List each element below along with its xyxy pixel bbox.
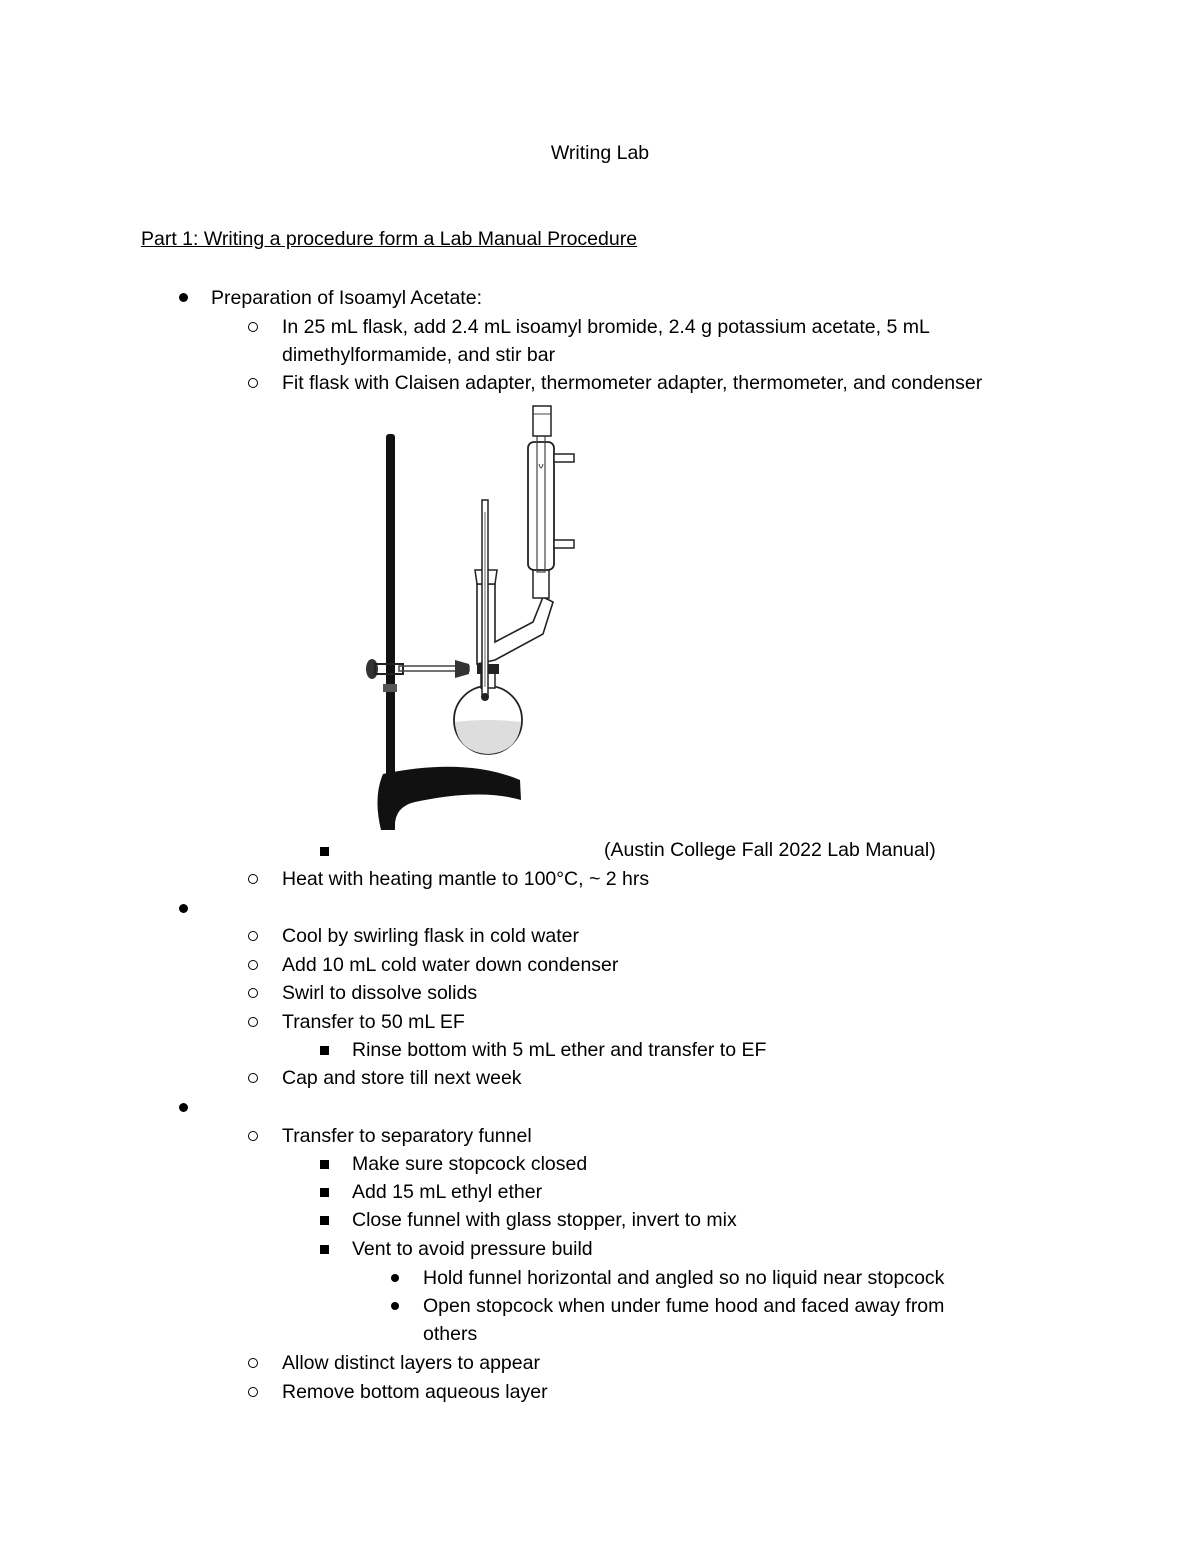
circle-bullet	[248, 1017, 258, 1027]
list-item-vent: Vent to avoid pressure build	[352, 1238, 593, 1260]
list-item-open-stopcock	[423, 1292, 1043, 1348]
condenser	[528, 442, 554, 570]
disc-bullet	[391, 1302, 399, 1310]
list-item-preparation: Preparation of Isoamyl Acetate:	[211, 287, 482, 309]
disc-bullet-empty	[179, 1103, 188, 1112]
circle-bullet	[248, 378, 258, 388]
circle-bullet	[248, 874, 258, 884]
page-title: Writing Lab	[550, 142, 650, 164]
disc-bullet-empty	[179, 904, 188, 913]
circle-bullet	[248, 322, 258, 332]
list-item-flask-line1: In 25 mL flask, add 2.4 mL isoamyl bromide, 2.4 g potassium acetate, 5 mL	[282, 316, 930, 338]
figure-caption: (Austin College Fall 2022 Lab Manual)	[604, 839, 936, 861]
disc-bullet	[179, 293, 188, 302]
list-item-close-funnel: Close funnel with glass stopper, invert to mix	[352, 1209, 737, 1231]
part1-heading: Part 1: Writing a procedure form a Lab Manual Procedure	[141, 228, 638, 250]
stand-base	[377, 767, 521, 830]
square-bullet	[320, 1046, 329, 1055]
list-item-transfer-sep: Transfer to separatory funnel	[282, 1125, 532, 1147]
square-bullet	[320, 1245, 329, 1254]
circle-bullet	[248, 1131, 258, 1141]
condenser-water-inlet	[554, 540, 574, 548]
list-item-open-line1: Open stopcock when under fume hood and faced away from	[423, 1295, 945, 1317]
stand-rod	[386, 434, 395, 830]
square-bullet	[320, 1160, 329, 1169]
list-item-swirl: Swirl to dissolve solids	[282, 982, 478, 1004]
clamp-knob	[366, 659, 378, 679]
list-item-transfer-ef: Transfer to 50 mL EF	[282, 1011, 465, 1033]
circle-bullet	[248, 1358, 258, 1368]
circle-bullet	[248, 960, 258, 970]
list-item-heat: Heat with heating mantle to 100°C, ~ 2 hrs	[282, 868, 650, 890]
circle-bullet	[248, 1387, 258, 1397]
list-item-flask-line2: dimethylformamide, and stir bar	[282, 344, 556, 366]
circle-bullet	[248, 1073, 258, 1083]
list-item-remove: Remove bottom aqueous layer	[282, 1381, 548, 1403]
list-item-rinse: Rinse bottom with 5 mL ether and transfer to EF	[352, 1039, 767, 1061]
square-bullet	[320, 847, 329, 856]
disc-bullet	[391, 1274, 399, 1282]
square-bullet	[320, 1188, 329, 1197]
condenser-water-outlet	[554, 454, 574, 462]
list-item-cap: Cap and store till next week	[282, 1067, 522, 1089]
circle-bullet	[248, 988, 258, 998]
reflux-apparatus-figure	[355, 402, 585, 834]
square-bullet	[320, 1216, 329, 1225]
list-item-open-line2: others	[423, 1323, 478, 1345]
list-item-add-ether: Add 15 mL ethyl ether	[352, 1181, 543, 1203]
list-item-flask	[282, 313, 1042, 369]
list-item-cool: Cool by swirling flask in cold water	[282, 925, 579, 947]
list-item-stopcock: Make sure stopcock closed	[352, 1153, 588, 1175]
circle-bullet	[248, 931, 258, 941]
list-item-add-water: Add 10 mL cold water down condenser	[282, 954, 619, 976]
list-item-fit: Fit flask with Claisen adapter, thermometer adapter, thermometer, and condenser	[282, 372, 983, 394]
list-item-hold: Hold funnel horizontal and angled so no liquid near stopcock	[423, 1267, 945, 1289]
list-item-layers: Allow distinct layers to appear	[282, 1352, 540, 1374]
